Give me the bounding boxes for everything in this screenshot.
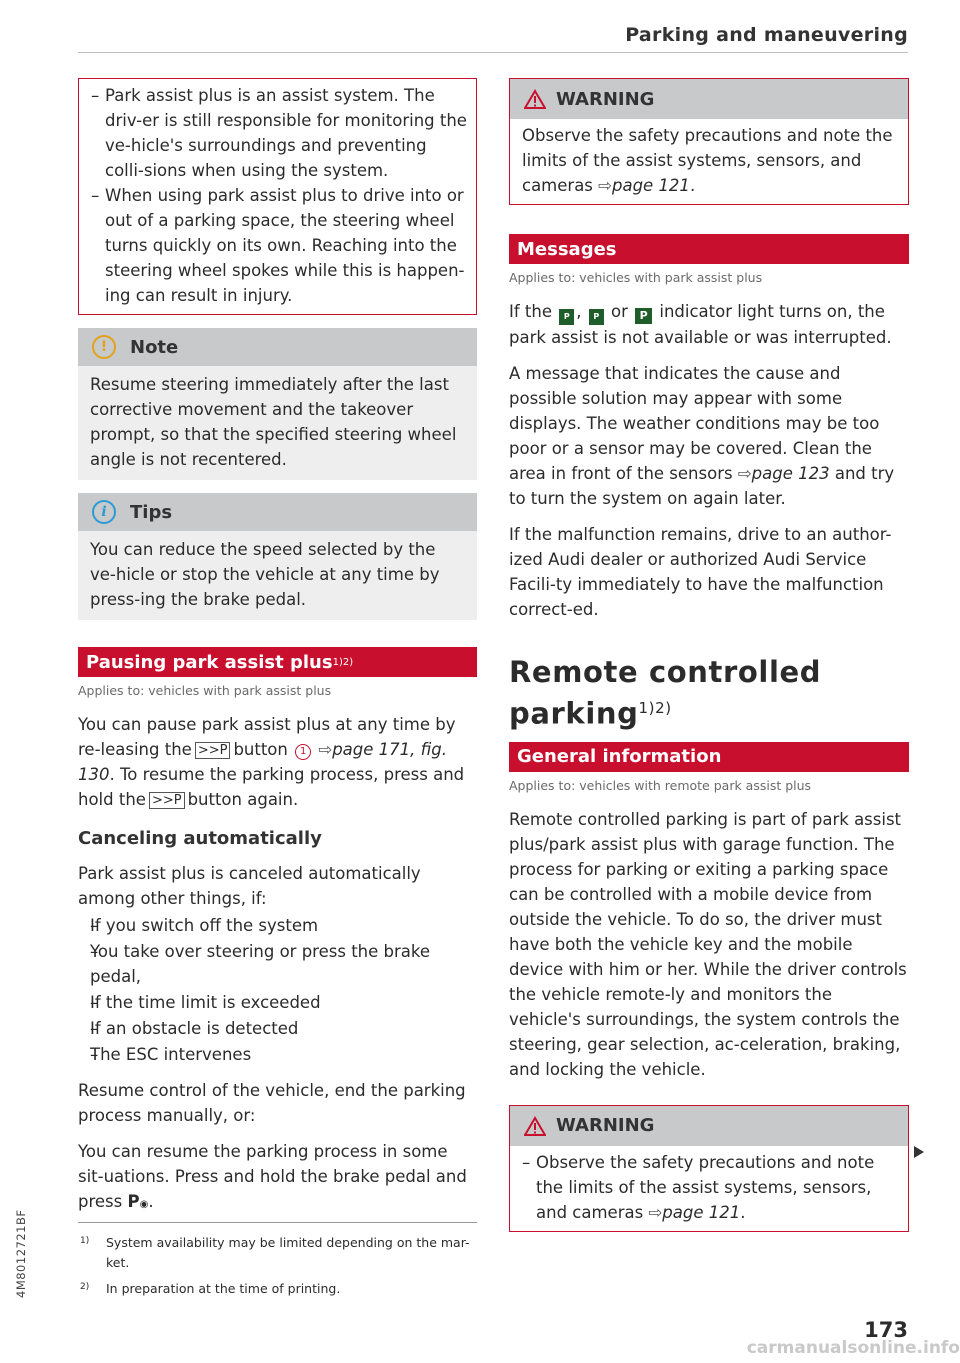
chapter-title: [509, 654, 909, 732]
messages-paragraph-1: If the P , P or P indicator light turns on, the park assist is not available or was interrupted.: [509, 302, 892, 347]
caution-list: [79, 83, 468, 308]
messages-paragraph-3: If the malfunction remains, drive to an author-ized Audi dealer or authorized Audi Service Facili-ty immediately to have the malfunction correct-ed.: [509, 525, 892, 619]
page-reference[interactable]: page 121: [662, 1202, 741, 1222]
warning-header: [510, 1106, 908, 1146]
page-number: 173: [864, 1318, 908, 1342]
list-item: – If you switch off the system: [78, 913, 477, 938]
heading-footnote: 1)2): [332, 656, 354, 668]
text: You can resume the parking process in some sit-uations. Press and hold the brake pedal and press: [78, 1142, 467, 1211]
text: button: [233, 740, 288, 759]
footnote-mark: 2): [80, 1282, 90, 1292]
callout-number: 1: [295, 744, 311, 760]
tips-box: [78, 493, 477, 620]
list-item: – If the time limit is exceeded: [78, 990, 477, 1015]
header-divider: [78, 52, 908, 53]
footnote-text: System availability may be limited depending on the mar-ket.: [106, 1235, 470, 1270]
exclamation-icon: !: [92, 335, 116, 359]
footnotes: [78, 1222, 477, 1299]
heading-text: General information: [517, 746, 722, 768]
warning-triangle-icon: [524, 1116, 546, 1136]
section-heading-pausing: [78, 647, 477, 677]
tips-header: [78, 493, 477, 531]
note-text: Resume steering immediately after the last corrective movement and the takeover prompt, so that the specified steering wheel angle is not recentered.: [90, 375, 457, 469]
list-item: – Observe the safety precautions and note the limits of the assist systems, sensors, and cameras ⇨page 121.: [510, 1150, 900, 1225]
note-title: Note: [130, 336, 179, 358]
warning-title: WARNING: [556, 88, 655, 110]
title-footnote: 1)2): [638, 699, 672, 717]
applies-to: Applies to: vehicles with park assist plus: [78, 683, 332, 698]
section-heading-general: [509, 742, 909, 772]
left-column: [78, 78, 477, 1217]
arrow-right-icon: ⇨: [318, 740, 333, 759]
parking-off-indicator-icon: P: [559, 309, 574, 325]
caution-box: [78, 78, 477, 315]
resume-paragraph-2: You can resume the parking process in some sit-uations. Press and hold the brake pedal and press P◉.: [78, 1142, 467, 1211]
text: and try to turn the system on again later.: [509, 464, 895, 508]
cancel-list: [78, 913, 477, 1067]
page-reference[interactable]: page 171, fig. 130: [78, 740, 448, 784]
heading-text: Messages: [517, 238, 617, 260]
info-icon: i: [92, 500, 116, 524]
arrow-right-icon: ⇨: [598, 176, 612, 195]
warning-header: [510, 79, 908, 119]
footnote-text: In preparation at the time of printing.: [106, 1281, 341, 1296]
list-item: – If an obstacle is detected: [78, 1016, 477, 1041]
right-column: [509, 78, 909, 1232]
warning-text: Observe the safety precautions and note the limits of the assist systems, sensors, and cameras ⇨page 121.: [522, 126, 893, 195]
heading-text: Pausing park assist plus: [86, 651, 333, 673]
list-item: – Park assist plus is an assist system. The driv-er is still responsible for monitoring the ve-hicle's surroundings and preventing colli-sions when using the system.: [79, 83, 468, 183]
text: You can pause park assist plus at any time by re-leasing the: [78, 715, 456, 759]
warning-list: [510, 1150, 900, 1225]
remote-paragraph: Remote controlled parking is part of park assist plus/park assist plus with garage function. The process for parking or exiting a parking space can be controlled with a mobile device from outside the vehicle. To do so, the driver must have both the vehicle key and the mobile device with him or her. While the driver controls the vehicle remote-ly and monitors the vehicle's surroundings, the system controls the steering, gear selection, ac-celeration, braking, and locking the vehicle.: [509, 809, 907, 1079]
page-reference[interactable]: page 123: [751, 464, 830, 483]
list-item: – You take over steering or press the brake pedal,: [78, 939, 477, 989]
applies-to: Applies to: vehicles with remote park assist plus: [509, 777, 812, 793]
list-item: – The ESC intervenes: [78, 1042, 477, 1067]
pausing-paragraph: You can pause park assist plus at any time by re-leasing the >>P button 1 ⇨page 171, fig. 130. To resume the parking process, press and hold the >>P button again.: [78, 715, 465, 809]
text: Observe the safety precautions and note the limits of the assist systems, sensors, and cameras: [522, 126, 893, 195]
warning-box-2: [509, 1105, 909, 1232]
footnote: [78, 1233, 477, 1273]
warning-title: WARNING: [556, 1115, 655, 1137]
resume-paragraph: Resume control of the vehicle, end the parking process manually, or:: [78, 1081, 466, 1125]
continued-arrow-icon: [914, 1146, 924, 1158]
footnote: [78, 1279, 477, 1299]
parking-off-indicator-icon: P: [589, 309, 604, 325]
watermark: carmanualsonline.info: [746, 1338, 960, 1358]
section-heading-messages: [509, 234, 909, 264]
cancel-intro: Park assist plus is canceled automatically among other things, if:: [78, 864, 421, 908]
messages-paragraph-2: [509, 361, 909, 511]
subheading-canceling: Canceling automatically: [78, 828, 322, 849]
warning-triangle-icon: [524, 89, 546, 109]
applies-to: Applies to: vehicles with park assist plus: [509, 270, 763, 285]
text: indicator light turns on, the park assist is not available or was interrupted.: [509, 302, 892, 347]
title-line: Remote controlled: [509, 655, 822, 689]
parking-indicator-icon: P: [635, 308, 652, 324]
text: or: [611, 302, 628, 321]
text: A message that indicates the cause and possible solution may appear with some displays. The weather conditions may be too poor or a sensor may be covered. Clean the area in front of the sensors: [509, 364, 880, 483]
symbol-letter: P: [127, 1192, 140, 1211]
list-item: – When using park assist plus to drive into or out of a parking space, the steering wheel turns quickly on its own. Reaching into the steering wheel spokes while this is happen-ing can result in injury.: [79, 183, 468, 308]
warning-box: [509, 78, 909, 205]
running-header: Parking and maneuvering: [625, 24, 908, 46]
ppp-button-key: >>P: [195, 742, 231, 759]
text: Observe the safety precautions and note the limits of the assist systems, sensors, and cameras: [536, 1152, 875, 1222]
page-reference[interactable]: page 121: [611, 176, 690, 195]
arrow-right-icon: ⇨: [648, 1202, 663, 1222]
text: button again.: [187, 790, 299, 809]
footnote-mark: 1): [80, 1236, 90, 1246]
document-code: 4M8012721BF: [14, 1209, 28, 1298]
parking-symbol-icon: P◉: [127, 1192, 149, 1211]
tips-text: You can reduce the speed selected by the ve-hicle or stop the vehicle at any time by press-ing the brake pedal.: [90, 540, 440, 609]
text: If the: [509, 302, 552, 321]
tips-title: Tips: [130, 501, 173, 523]
arrow-right-icon: ⇨: [737, 464, 752, 483]
note-box: [78, 328, 477, 480]
ppp-button-key: >>P: [149, 792, 185, 809]
title-line: parking: [509, 696, 639, 731]
text: To resume the parking process, press and hold the: [78, 765, 465, 809]
note-header: [78, 328, 477, 366]
